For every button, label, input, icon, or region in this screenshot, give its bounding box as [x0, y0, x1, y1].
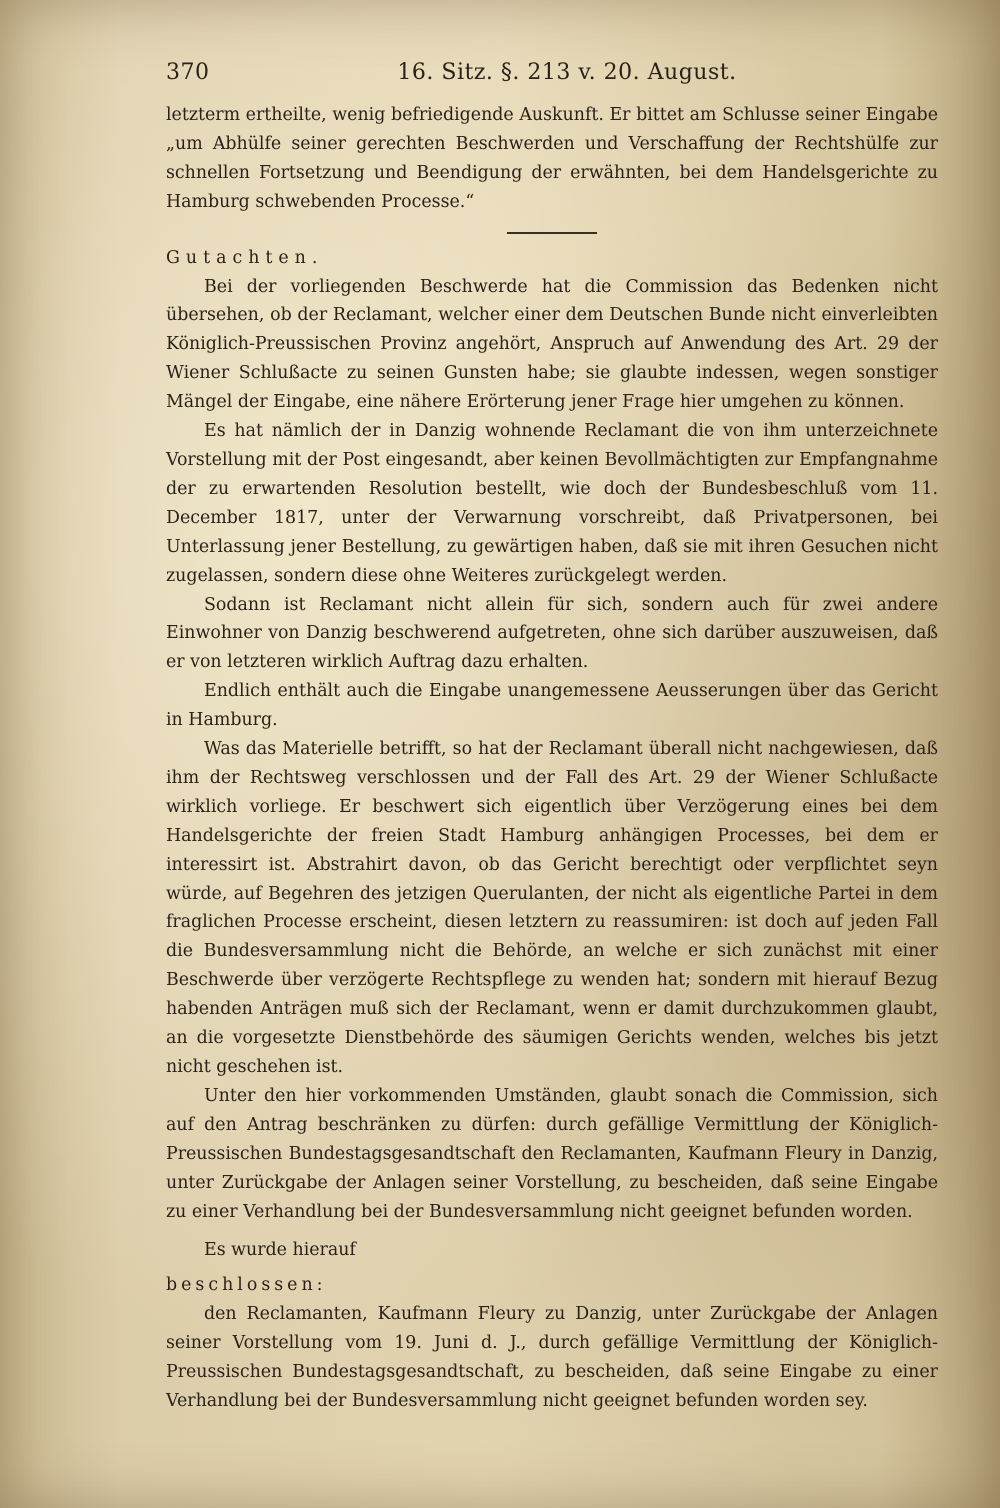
gutachten-heading: Gutachten.	[166, 247, 324, 268]
paragraph-3: Sodann ist Reclamant nicht allein für sich, sondern auch für zwei andere Einwohner von Danzig beschwerend aufgetreten, ohne sich darüber auszuweisen, daß er von letzteren wirklich Auftrag dazu erhalten.	[166, 594, 938, 673]
page-header	[166, 60, 938, 96]
continuation-paragraph: letzterm ertheilte, wenig befriedigende Auskunft. Er bittet am Schlusse seiner Eingabe „um Abhülfe seiner gerechten Beschwerden und Verschaffung der Rechtshülfe zur schnellen Fortsetzung und Beendigung der erwähnten, bei dem Handelsgerichte zu Hamburg schwebenden Processe.“	[166, 105, 938, 212]
section-divider	[507, 232, 597, 234]
paragraph-1: Bei der vorliegenden Beschwerde hat die Commission das Bedenken nicht übersehen, ob der Reclamant, welcher einer dem Deutschen Bunde nicht einverleibten Königlich-Preussischen Provinz angehört, Anspruch auf Anwendung des Art. 29 der Wiener Schlußacte zu seinen Gunsten habe; sie glaubte indessen, wegen sonstiger Mängel der Eingabe, eine nähere Erörterung jener Frage hier umgehen zu können.	[166, 276, 938, 413]
paragraph-5: Was das Materielle betrifft, so hat der Reclamant überall nicht nachgewiesen, daß ihm der Rechtsweg verschlossen und der Fall des Art. 29 der Wiener Schlußacte wirklich vorliege. Er beschwert sich eigentlich über Verzögerung eines bei dem Handelsgerichte der freien Stadt Hamburg anhängigen Processes, bei dem er interessirt ist. Abstrahirt davon, ob das Gericht berechtigt oder verpflichtet seyn würde, auf Begehren des jetzigen Querulanten, der nicht als eigentliche Partei in dem fraglichen Processe erscheint, diesen letztern zu reassumiren: ist doch auf jeden Fall die Bundesversammlung nicht die Behörde, an welche er sich zunächst mit einer Beschwerde über verzögerte Rechtspflege zu wenden hat; sondern mit hierauf Bezug habenden Anträgen muß sich der Reclamant, wenn er damit durchzukommen glaubt, an die vorgesetzte Dienstbehörde des säumigen Gerichts wenden, welches bis jetzt nicht geschehen ist.	[166, 739, 938, 1077]
resolution-intro: Es wurde hierauf	[204, 1240, 356, 1261]
paragraph-6: Unter den hier vorkommenden Umständen, glaubt sonach die Commission, sich auf den Antrag beschränken zu dürfen: durch gefällige Vermittlung der Königlich-Preussischen Bundestagsgesandtschaft den Reclamanten, Kaufmann Fleury in Danzig, unter Zurückgabe der Anlagen seiner Vorstellung, zu bescheiden, daß seine Eingabe zu einer Verhandlung bei der Bundesversammlung nicht geeignet befunden worden.	[166, 1085, 938, 1222]
paragraph-2: Es hat nämlich der in Danzig wohnende Reclamant die von ihm unterzeichnete Vorstellung mit der Post eingesandt, aber keinen Bevollmächtigten zur Empfangnahme der zu erwartenden Resolution bestellt, wie doch der Bundesbeschluß vom 11. December 1817, unter der Verwarnung vorschreibt, daß Privatpersonen, bei Unterlassung jener Bestellung, zu gewärtigen haben, daß sie mit ihren Gesuchen nicht zugelassen, sondern diese ohne Weiteres zurückgelegt werden.	[166, 421, 938, 586]
resolution-paragraph: den Reclamanten, Kaufmann Fleury zu Danzig, unter Zurückgabe der Anlagen seiner Vorstellung vom 19. Juni d. J., durch gefällige Vermittlung der Königlich-Preussischen Bundestagsgesandtschaft, zu bescheiden, daß seine Eingabe zu einer Verhandlung bei der Bundesversammlung nicht geeignet befunden worden sey.	[166, 1304, 938, 1411]
paragraph-4: Endlich enthält auch die Eingabe unangemessene Aeusserungen über das Gericht in Hamburg.	[166, 681, 938, 731]
page-body	[166, 101, 938, 1416]
beschlossen-heading: beschlossen:	[166, 1275, 327, 1296]
running-title: 16. Sitz. §. 213 v. 20. August.	[397, 60, 737, 85]
page-number: 370	[166, 60, 210, 85]
